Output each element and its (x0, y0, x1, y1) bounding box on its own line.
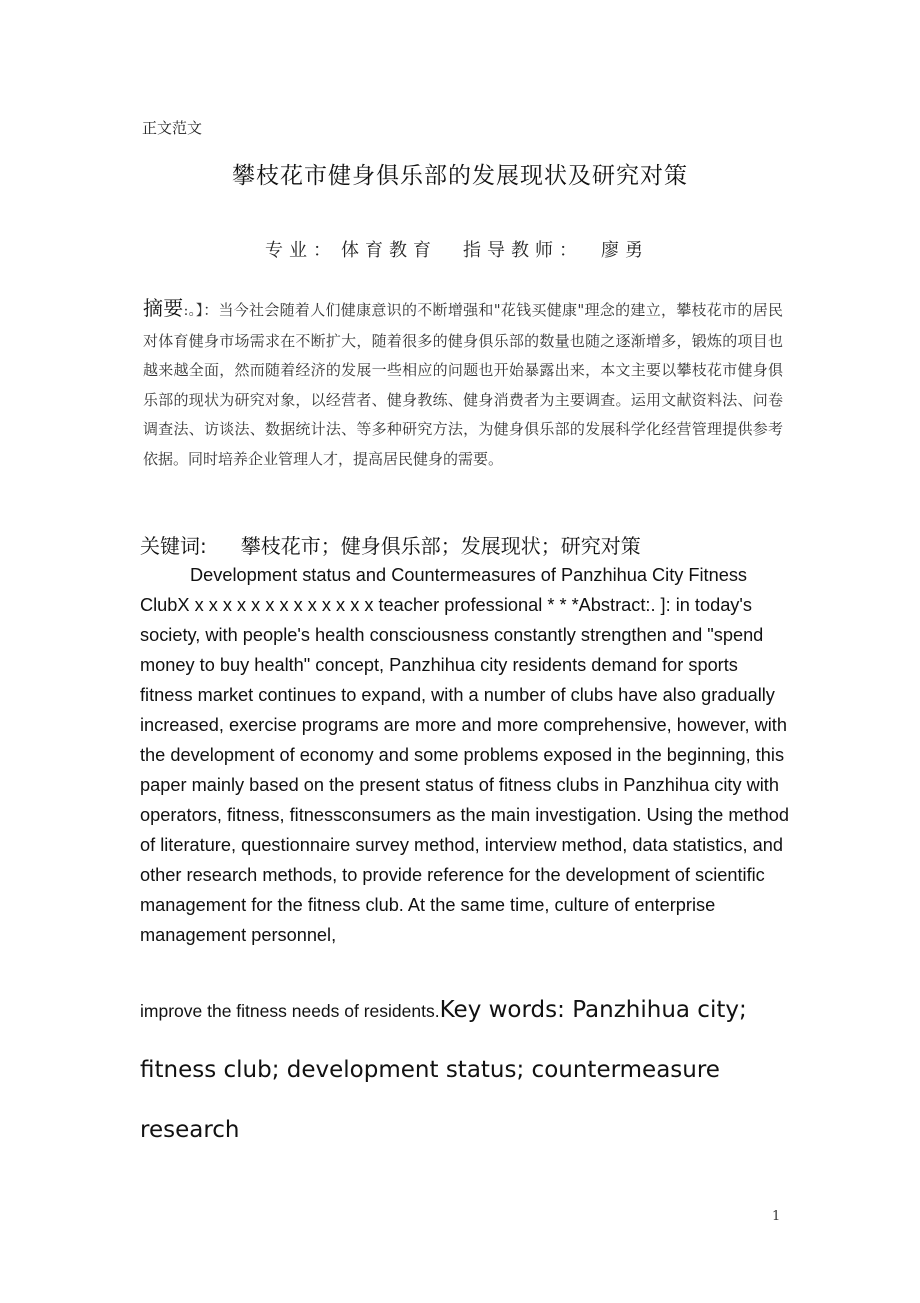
english-keywords-line-2: fitness club; development status; countermeasure (140, 1057, 720, 1083)
major-label: 专业： (265, 240, 337, 261)
abstract-label-suffix: :。】 (183, 303, 204, 319)
header-label: 正文范文 (142, 119, 203, 137)
abstract-label: 摘要 (143, 296, 184, 320)
page-number: 1 (772, 1209, 781, 1224)
advisor-label: 指导教师： (463, 240, 583, 261)
abstract-chinese (143, 294, 783, 474)
abstract-text: ：当今社会随着人们健康意识的不断增强和"花钱买健康"理念的建立，攀枝花市的居民对体育健身市场需求在不断扩大，随着很多的健身俱乐部的数量也随之逐渐增多，锻炼的项目也越来越全面，然而随着经济的发展一些相应的问题也开始暴露出来，本文主要以攀枝花市健身俱乐部的现状为研究对象，以经营者、健身教练、健身消费者为主要调查。运用文献资料法、问卷调查法、访谈法、数据统计法、等多种研究方法，为健身俱乐部的发展科学化经营管理提供参考依据。同时培养企业管理人才，提高居民健身的需要。 (143, 301, 784, 468)
author-meta (265, 236, 649, 262)
english-abstract (140, 560, 790, 950)
page-title: 攀枝花市健身俱乐部的发展现状及研究对策 (232, 163, 688, 189)
keywords-chinese (140, 530, 641, 559)
english-abstract-text: Development status and Countermeasures of Panzhihua City Fitness ClubX x x x x x x x x x x x x x teacher professional * * *Abstract:. ]: in today's society, with people's health consciousness constantly strengthen and "spend money to buy health" concept, Panzhihua city residents demand for sports fitness market continues to expand, with a number of clubs have also gradually increased, exercise programs are more and more comprehensive, however, with the development of economy and some problems exposed in the beginning, this paper mainly based on the present status of fitness clubs in Panzhihua city with operators, fitness, fitnessconsumers as the main investigation. Using the method of literature, questionnaire survey method, interview method, data statistics, and other research methods, to provide reference for the development of scientific management for the fitness club. At the same time, culture of enterprise management personnel, (140, 565, 790, 945)
english-keywords (140, 990, 800, 1170)
english-tail-line-1 (140, 990, 800, 1050)
keywords-label: 关键词: (140, 534, 207, 558)
english-abstract-end: improve the fitness needs of residents. (140, 1001, 440, 1021)
keywords-value: 攀枝花市；健身俱乐部；发展现状；研究对策 (240, 534, 641, 558)
english-keywords-start: Key words: Panzhihua city; (439, 997, 747, 1023)
advisor-value: 廖勇 (601, 240, 649, 261)
major-value: 体育教育 (341, 240, 437, 261)
english-keywords-line-3: research (140, 1117, 240, 1143)
